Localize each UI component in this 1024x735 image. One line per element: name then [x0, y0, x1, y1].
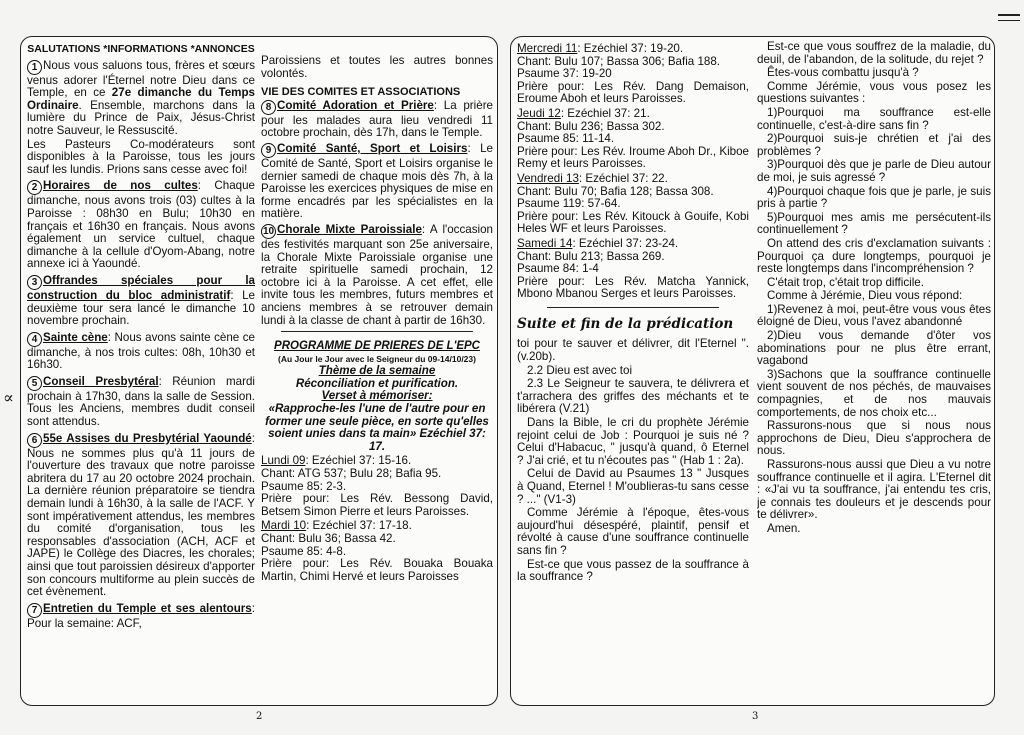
margin-mark: ∝	[3, 388, 14, 407]
sermon-title: Suite et fin de la prédication	[517, 315, 734, 332]
verse-label: Verset à mémoriser:	[321, 389, 433, 403]
sermon-paragraph: Rassurons-nous que si nous nous approchons de Dieu, Dieu s'approchera de nous.	[757, 419, 991, 458]
question-2: 2)Pourquoi suis-je chrétien et j'ai des problèmes ?	[757, 132, 991, 158]
corner-mark-2	[998, 20, 1020, 21]
question-1: 1)Pourquoi ma souffrance est-elle continuelle, c'est-à-dire sans fin ?	[757, 105, 991, 132]
sermon-paragraph: 2.2 Dieu est avec toi	[527, 363, 633, 377]
sermon-paragraph: Est-ce que vous passez de la souffrance à la souffrance ?	[517, 557, 749, 584]
right-column-1	[517, 41, 749, 701]
sermon-paragraph: C'était trop, c'était trop difficile.	[767, 275, 924, 289]
theme-label: Thème de la semaine	[318, 364, 436, 378]
question-5: 5)Pourquoi mes amis me persécutent-ils continuellement ?	[757, 210, 991, 237]
theme-text: Réconciliation et purification.	[295, 376, 459, 390]
announcement-7-continued: Paroissiens et toutes les autres bonnes volontés.	[261, 54, 493, 80]
sermon-paragraph: Est-ce que vous souffrez de la maladie, du deuil, de l'abandon, de la solitude, du rejet ?	[757, 41, 991, 66]
announcement-1: 1 Nous vous saluons tous, frères et sœurs venus adorer l'Éternel notre Dieu dans ce Temple, en ce 27e dimanche du Temps Ordinaire. Ensemble, marchons dans la lumière du Prince de Paix, Jésus-Christ notre Sauveur, le Ressuscité.	[27, 58, 255, 137]
page-header: SALUTATIONS *INFORMATIONS *ANNONCES	[27, 43, 255, 55]
sermon-paragraph: 2.3 Le Seigneur te sauvera, te délivrera et t'arrachera des griffes des méchants et te libérera (V.21)	[517, 377, 749, 416]
sermon-paragraph: Celui de David au Psaumes 13 " Jusques à Quand, Eternel ! M'oublieras-tu sans cesse ? ..." (V1-3)	[517, 467, 749, 506]
announcement-4: 4 Sainte cène: Nous avons sainte cène ce dimanche, à nos trois cultes: 08h, 10h30 et 16h30.	[27, 330, 255, 372]
question-3: 3)Pourquoi dès que je parle de Dieu autour de moi, je suis agressé ?	[757, 158, 991, 184]
divider	[281, 331, 473, 332]
day-friday: Vendredi 13: Ezéchiel 37: 22. Chant: Bulu 70; Bafia 128; Bassa 308. Psaume 119: 57-64. Prière pour: Les Rév. Kitouck à Gouife, Kobi Heles WF et leurs Paroisses.	[517, 171, 749, 236]
divider	[547, 307, 719, 308]
day-thursday: Jeudi 12: Ezéchiel 37: 21. Chant: Bulu 236; Bassa 302. Psaume 85: 11-14. Prière pour: Les Rév. Iroume Aboh Dr., Kiboe Remy et leurs Paroisses.	[517, 106, 749, 171]
right-column-2	[757, 41, 991, 701]
announcement-5: 5 Conseil Presbytéral: Réunion mardi prochain à 17h30, dans la salle de Session. Tous les Anciens, membres dudit conseil sont attendus.	[27, 374, 255, 429]
sermon-paragraph: Rassurons-nous aussi que Dieu a vu notre souffrance continuelle et il agira. L'Eternel dit : «J'ai vu ta souffrance, j'ai entendu tes cris, je connais tes douleurs et je descends pour te délivrer».	[757, 458, 991, 522]
announcement-7: 7 Entretien du Temple et ses alentours: Pour la semaine: ACF,	[27, 601, 255, 630]
sermon-paragraph: Comme Jérémie à l'époque, êtes-vous aujourd'hui désespéré, plaintif, pensif et révolté à cause d'une souffrance continuelle sans fin ?	[517, 506, 749, 557]
sermon-paragraph: Comme à Jérémie, Dieu vous répond:	[767, 289, 963, 303]
day-monday: Lundi 09: Ezéchiel 37: 15-16. Chant: ATG 537; Bulu 28; Bafia 95. Psaume 85: 2-3. Prière pour: Les Rév. Bessong David, Betsem Simon Pierre et leurs Paroisses.	[261, 454, 493, 518]
page-number-right: 3	[752, 711, 759, 722]
answer-2: 2)Dieu vous demande d'ôter vos abominations pour ne plus être errant, vagabond	[757, 329, 991, 368]
announcement-2: 2 Horaires de nos cultes: Chaque dimanche, nous avons trois (03) cultes à la Paroisse : 08h30 en Bulu; 10h30 en français et 16h30 en français. Nous avons également un service cultuel, chaque dimanche à la cellule d'Oyom-Abang, notre annexe ici à Yaoundé.	[27, 179, 255, 271]
verse-text: «Rapproche-les l'une de l'autre pour en former une seule pièce, en sorte qu'elles soient unies dans ta main» Ezéchiel 37: 17.	[265, 402, 489, 453]
announcement-9: 9 Comité Santé, Sport et Loisirs: Le Comité de Santé, Sport et Loisirs organise le dernier samedi de chaque mois dès 7h, à la Paroisse les exercices physiques de mise en forme encadrés par les spécialistes en la matière.	[261, 141, 493, 221]
sermon-paragraph: On attend des cris d'exclamation suivants : Pourquoi ça dure longtemps, pourquoi je reste longtemps dans l'incompréhension ?	[757, 236, 991, 276]
announcement-10: 10 Chorale Mixte Paroissiale: A l'occasion des festivités marquant son 25e aniversaire, la Chorale Mixte Paroissiale organise une retraite spirituelle samedi prochain, 12 octobre ici à la Paroisse. A cet effet, elle invite tous les membres, futurs membres et anciens membres à se retrouver demain lundi à la classe de chant à partir de 16h30.	[261, 222, 493, 327]
day-tuesday: Mardi 10: Ezéchiel 37: 17-18. Chant: Bulu 36; Bassa 42. Psaume 85: 4-8. Prière pour: Les Rév. Bouaka Bouaka Martin, Chimi Hervé et leurs Paroisses	[261, 519, 493, 583]
page-number-left: 2	[256, 711, 263, 722]
corner-mark	[998, 14, 1020, 16]
announcement-8: 8 Comité Adoration et Prière: La prière pour les malades aura lieu vendredi 11 octobre prochain, dès 17h, dans le Temple.	[261, 98, 493, 140]
right-page	[510, 36, 995, 706]
announcement-6: 6 55e Assises du Presbytérial Yaoundé: Nous ne sommes plus qu'à 11 jours de l'ouverture des travaux que notre paroisse abritera du 17 au 20 octobre 2024 prochain. La dernière réunion préparatoire se tiendra demain lundi à 16h30, à la salle de l'ACF. Y sont impérativement attendus, les membres du comité d'organisation, tous les responsables d'association (ACH, ACF et JAPE) le Collège des Diacres, les chorales; ainsi que tout paroissien désireux d'apporter son concours multiforme au plein succès de cet évènement.	[27, 431, 255, 599]
prayer-program-title: PROGRAMME DE PRIERES DE L'EPC	[274, 340, 480, 353]
prayer-program-subtitle: (Au Jour le Jour avec le Seigneur du 09-14/10/23)	[278, 353, 476, 364]
announcement-3: 3 Offrandes spéciales pour la construction du bloc administratif: Le deuxième tour sera lancé le dimanche 10 novembre prochain.	[27, 273, 255, 328]
sermon-paragraph: toi pour te sauver et délivrer, dit l'Eternel ". (v.20b).	[517, 337, 749, 364]
answer-3: 3)Sachons que la souffrance continuelle vient souvent de nos péchés, de mauvaises compagnies, et de nos mauvais comportements, de nos choix etc...	[757, 367, 991, 419]
announcement-1-extra: Les Pasteurs Co-modérateurs sont disponibles à la Paroisse, tous les jours sauf les lundis. Prions sans cesse avec foi!	[27, 137, 255, 176]
left-column-2	[261, 41, 493, 701]
answer-1: 1)Revenez à moi, peut-être vous vous êtes éloigné de Dieu, vous l'avez abandonné	[757, 302, 991, 329]
section-title-committees: VIE DES COMITES ET ASSOCIATIONS	[261, 86, 461, 99]
day-saturday: Samedi 14: Ezéchiel 37: 23-24. Chant: Bulu 213; Bassa 269. Psaume 84: 1-4 Prière pour: Les Rév. Matcha Yannick, Mbono Mbanou Serges et leurs Paroisses.	[517, 236, 749, 301]
question-4: 4)Pourquoi chaque fois que je parle, je suis pris à partie ?	[757, 184, 991, 211]
sermon-paragraph: Dans la Bible, le cri du prophète Jérémie rejoint celui de Job : Pourquoi je suis né ? Celui d'Habacuc, " jusqu'à quand, ô Eternel ? J'ai crié, et tu n'écoutes pas " (Hab 1 : 2a).	[517, 416, 749, 467]
left-page	[20, 36, 498, 706]
day-wednesday: Mercredi 11: Ezéchiel 37: 19-20. Chant: Bulu 107; Bassa 306; Bafia 188. Psaume 37: 19-20 Prière pour: Les Rév. Dang Demaison, Eroume Aboh et leurs Paroisses.	[517, 42, 749, 106]
left-column-1	[27, 41, 255, 701]
sermon-paragraph: Comme Jérémie, vous vous posez les questions suivantes :	[757, 79, 991, 106]
sermon-paragraph: Êtes-vous combattu jusqu'à ?	[767, 66, 919, 80]
amen: Amen.	[767, 521, 801, 535]
